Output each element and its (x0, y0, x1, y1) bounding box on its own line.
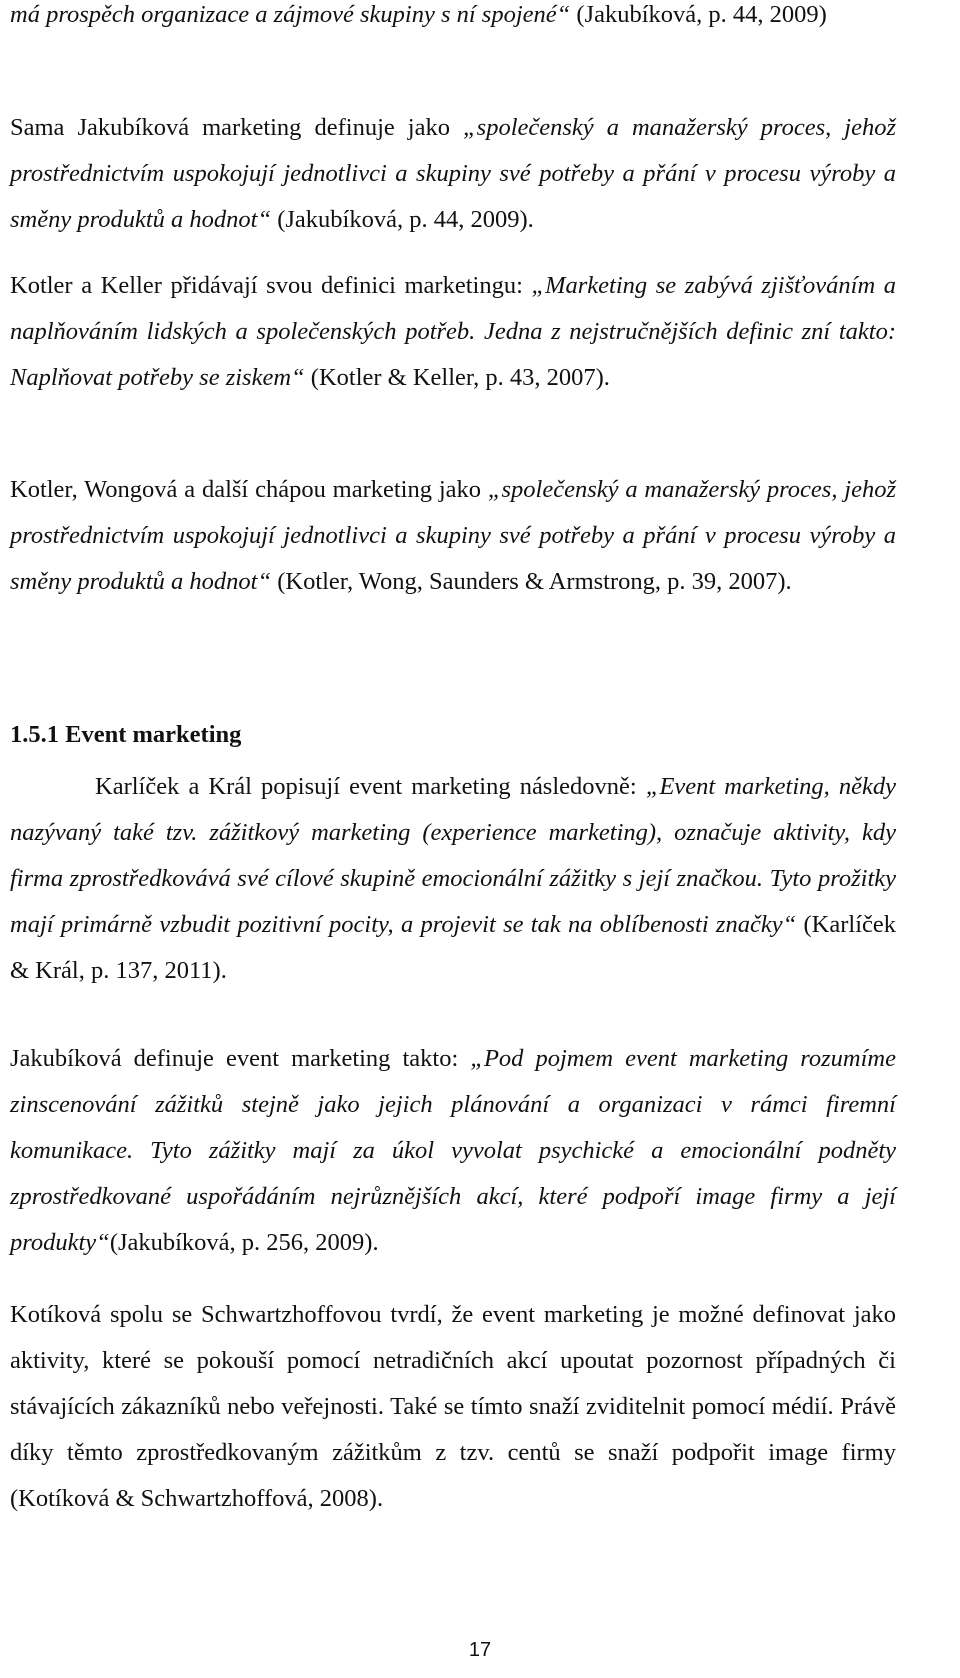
paragraph-5-citation: (Karlíček & Král, p. 137, 2011). (10, 911, 896, 984)
paragraph-6-intro: Jakubíková definuje event marketing takto: (10, 1045, 471, 1072)
paragraph-6-citation: (Jakubíková, p. 256, 2009). (109, 1229, 379, 1256)
paragraph-3-intro: Kotler a Keller přidávají svou definici marketingu: (10, 272, 532, 299)
paragraph-7: Kotíková spolu se Schwartzhoffovou tvrdí, že event marketing je možné definovat jako aktivity, které se pokouší pomocí netradičních akcí upoutat pozornost případných či stávajících zákazníků nebo veřejnosti. Také se tímto snaží zviditelnit pomocí médií. Právě díky těmto zprostředkovaným zážitkům z tzv. centů se snaží podpořit image firmy (Kotíková & Schwartzhoffová, 2008). (10, 1301, 896, 1512)
paragraph-1-citation: (Jakubíková, p. 44, 2009) (570, 1, 827, 28)
section-heading: 1.5.1 Event marketing (10, 721, 242, 748)
paragraph-1-quote: má prospěch organizace a zájmové skupiny s ní spojené“ (10, 1, 571, 28)
paragraph-3-quote: „Marketing se zabývá zjišťováním a naplňováním lidských a společenských potřeb. Jedna z nejstručnějších definic zní takto: Naplňovat potřeby se ziskem“ (10, 272, 896, 391)
paragraph-2 (10, 105, 896, 243)
paragraph-2-intro: Sama Jakubíková marketing definuje jako (10, 114, 464, 141)
paragraph-5-quote: „Event marketing, někdy nazývaný také tzv. zážitkový marketing (experience marketing), označuje aktivity, kdy firma zprostředkovává své cílové skupině emocionální zážitky s její značkou. Tyto prožitky mají primárně vzbudit pozitivní pocity, a projevit se tak na oblíbenosti značky“ (10, 773, 896, 938)
paragraph-5-intro: Karlíček a Král popisují event marketing následovně: (95, 773, 646, 800)
paragraph-2-quote: „společenský a manažerský proces, jehož prostřednictvím uspokojují jednotlivci a skupiny své potřeby a přání v procesu výroby a směny produktů a hodnot“ (10, 114, 896, 233)
paragraph-2-citation: (Jakubíková, p. 44, 2009). (271, 206, 534, 233)
paragraph-4-intro: Kotler, Wongová a další chápou marketing jako (10, 476, 488, 503)
paragraph-1 (10, 0, 896, 38)
paragraph-6 (10, 1036, 896, 1266)
paragraph-6-quote: „Pod pojmem event marketing rozumíme zinscenování zážitků stejně jako jejich plánování a organizaci v rámci firemní komunikace. Tyto zážitky mají za úkol vyvolat psychické a emocionální podněty zprostředkované uspořádáním nejrůznějších akcí, které podpoří image firmy a její produkty“ (10, 1045, 896, 1256)
page-number: 17 (468, 1639, 492, 1661)
paragraph-4 (10, 467, 896, 605)
paragraph-4-quote: „společenský a manažerský proces, jehož prostřednictvím uspokojují jednotlivci a skupiny své potřeby a přání v procesu výroby a směny produktů a hodnot“ (10, 476, 897, 595)
paragraph-3-citation: (Kotler & Keller, p. 43, 2007). (304, 364, 610, 391)
paragraph-3 (10, 263, 896, 401)
paragraph-4-citation: (Kotler, Wong, Saunders & Armstrong, p. 39, 2007). (271, 568, 792, 595)
paragraph-5 (10, 764, 896, 994)
